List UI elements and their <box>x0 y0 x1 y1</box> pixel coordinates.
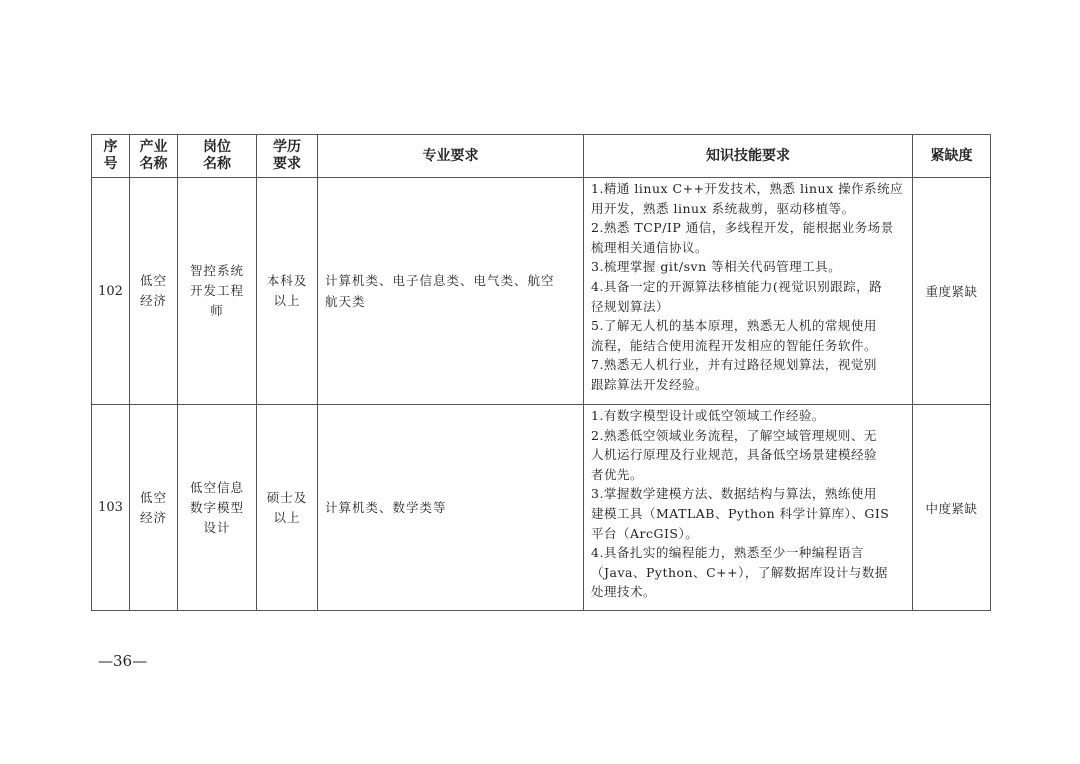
cell-major: 计算机类、电子信息类、电气类、航空 航天类 <box>318 178 584 405</box>
header-industry: 产业 名称 <box>130 135 178 178</box>
cell-education: 硕士及 以上 <box>257 405 318 611</box>
cell-education: 本科及 以上 <box>257 178 318 405</box>
header-education: 学历 要求 <box>257 135 318 178</box>
header-major: 专业要求 <box>318 135 584 178</box>
cell-position: 低空信息 数字模型 设计 <box>178 405 257 611</box>
page-number: —36— <box>98 652 148 670</box>
cell-seq: 102 <box>92 178 130 405</box>
cell-major: 计算机类、数学类等 <box>318 405 584 611</box>
cell-industry: 低空 经济 <box>130 178 178 405</box>
header-row <box>92 135 991 178</box>
cell-shortage: 重度紧缺 <box>913 178 991 405</box>
job-requirements-table <box>91 134 991 611</box>
header-shortage: 紧缺度 <box>913 135 991 178</box>
cell-seq: 103 <box>92 405 130 611</box>
table-row <box>92 405 991 611</box>
job-requirements-table-container <box>91 134 990 611</box>
header-position: 岗位 名称 <box>178 135 257 178</box>
header-skills: 知识技能要求 <box>584 135 913 178</box>
cell-skills: 1.精通 linux C++开发技术，熟悉 linux 操作系统应 用开发，熟悉 linux 系统裁剪，驱动移植等。 2.熟悉 TCP/IP 通信，多线程开发，能根据业务场景 梳理相关通信协议。 3.梳理掌握 git/svn 等相关代码管理工具。 4.具备一定的开源算法移植能力(视觉识别跟踪，路 径规划算法） 5.了解无人机的基本原理，熟悉无人机的常规使用 流程，能结合使用流程开发相应的智能任务软件。 7.熟悉无人机行业，并有过路径规划算法，视觉别 跟踪算法开发经验。 <box>584 178 913 405</box>
cell-industry: 低空 经济 <box>130 405 178 611</box>
table-row <box>92 178 991 405</box>
cell-shortage: 中度紧缺 <box>913 405 991 611</box>
cell-position: 智控系统 开发工程 师 <box>178 178 257 405</box>
cell-skills: 1.有数字模型设计或低空领域工作经验。 2.熟悉低空领域业务流程，了解空域管理规则、无 人机运行原理及行业规范，具备低空场景建模经验 者优先。 3.掌握数学建模方法、数据结构与算法，熟练使用 建模工具（MATLAB、Python 科学计算库）、GIS 平台（ArcGIS）。 4.具备扎实的编程能力，熟悉至少一种编程语言 （Java、Python、C++），了解数据库设计与数据 处理技术。 <box>584 405 913 611</box>
header-seq: 序 号 <box>92 135 130 178</box>
